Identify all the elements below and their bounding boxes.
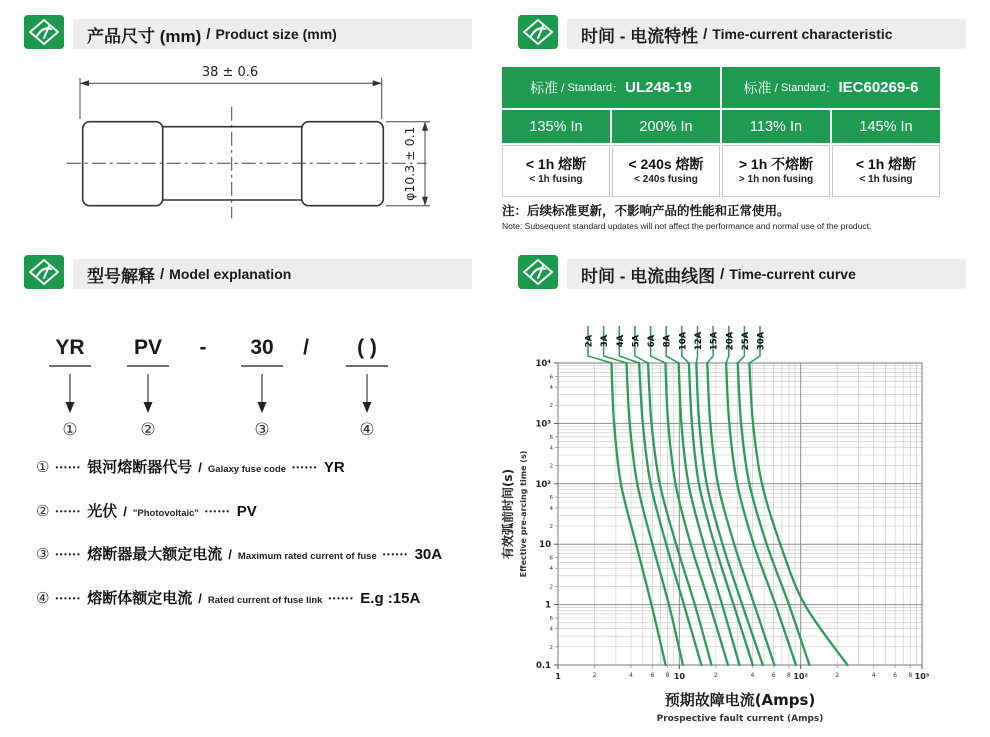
section-title-cn: 型号解释	[87, 266, 155, 286]
title-separator: /	[720, 265, 725, 283]
title-separator: /	[206, 25, 211, 43]
y-minor-tick-label: 6	[549, 434, 553, 441]
condition-cell: 135% In	[502, 110, 610, 143]
item-value: 30A	[414, 546, 443, 563]
standard-label-cn: 标准	[530, 79, 559, 96]
leader-dots: ••••••	[55, 594, 82, 603]
x-minor-tick-label: 6	[893, 672, 897, 679]
item-cn: 光伏	[87, 503, 118, 520]
curve-label: 15A	[709, 331, 720, 351]
title-separator: /	[160, 265, 165, 283]
section-header-characteristic	[518, 15, 966, 49]
x-minor-tick-label: 6	[650, 672, 655, 679]
leader-dots: ••••••	[55, 463, 82, 472]
leader-dots: ••••••	[328, 594, 355, 603]
y-minor-tick-label: 6	[549, 555, 553, 562]
item-separator: /	[123, 504, 127, 519]
result-cell	[722, 145, 830, 197]
section-title-bar	[73, 19, 472, 49]
item-en: Galaxy fuse code	[207, 464, 287, 475]
table-note	[502, 204, 972, 231]
arrow-down-icon	[258, 402, 267, 413]
galaxy-logo-icon	[24, 255, 64, 289]
y-tick-label: 10	[539, 540, 551, 551]
curve-label: 4A	[615, 334, 626, 348]
section-title-en: Model explanation	[169, 266, 292, 282]
curve-label: 2A	[584, 334, 595, 348]
result-en: > 1h non fusing	[738, 173, 814, 185]
condition-cell: 200% In	[612, 110, 720, 143]
curve-label: 30A	[756, 331, 767, 351]
y-minor-tick-label: 4	[549, 385, 553, 391]
section-header-curve	[518, 255, 966, 289]
time-current-chart	[498, 300, 988, 736]
galaxy-logo-icon	[24, 15, 64, 49]
y-minor-tick-label: 4	[549, 445, 553, 452]
result-cn: > 1h 不熔断	[738, 156, 814, 172]
arrow-right-icon	[373, 80, 382, 86]
arrow-down-icon	[144, 402, 153, 413]
title-separator: /	[703, 25, 708, 43]
curve-label: 12A	[694, 331, 704, 351]
y-minor-tick-label: 4	[549, 505, 553, 512]
section-header-product-size	[24, 15, 472, 49]
item-cn: 熔断体额定电流	[87, 590, 193, 607]
circled-number: ④	[359, 420, 375, 439]
model-code-token: PV	[133, 336, 163, 359]
y-minor-tick-label: 2	[549, 644, 553, 651]
item-cn: 熔断器最大额定电流	[87, 546, 223, 563]
y-minor-tick-label: 6	[549, 374, 553, 381]
item-marker: ④	[36, 590, 50, 607]
section-title-cn: 时间 - 电流曲线图	[581, 266, 716, 286]
curve-label: 6A	[647, 334, 658, 348]
x-tick-label: 10³	[914, 672, 930, 681]
item-separator: /	[228, 547, 232, 562]
y-minor-tick-label: 6	[549, 616, 553, 622]
arrow-down-icon	[66, 402, 75, 413]
result-cn: < 1h 熔断	[525, 156, 587, 172]
arrow-left-icon	[80, 80, 89, 86]
note-cn: 注：后续标准更新，不影响产品的性能和正常使用。	[502, 204, 790, 218]
model-code-token: /	[303, 336, 309, 359]
y-minor-tick-label: 2	[549, 524, 553, 530]
y-minor-tick-label: 2	[549, 584, 553, 591]
item-marker: ①	[36, 459, 50, 476]
y-tick-label: 10³	[535, 419, 551, 430]
section-title-bar	[73, 259, 472, 289]
circled-number: ②	[140, 420, 156, 439]
x-tick-label: 10	[673, 672, 685, 681]
item-separator: /	[198, 460, 202, 475]
y-minor-tick-label: 4	[549, 566, 553, 573]
x-minor-tick-label: 2	[835, 672, 840, 679]
x-minor-tick-label: 2	[592, 672, 597, 679]
y-tick-label: 1	[545, 600, 551, 611]
standard-value: IEC60269-6	[838, 79, 919, 96]
circled-number: ①	[62, 420, 78, 439]
result-cell	[612, 145, 720, 197]
result-en: < 1h fusing	[529, 173, 583, 185]
x-minor-tick-label: 2	[713, 672, 718, 679]
curve-label: 8A	[662, 334, 673, 348]
item-en: Maximum rated current of fuse	[237, 551, 377, 562]
item-en: "Photovoltaic"	[132, 508, 199, 519]
standard-label-en: Standard	[567, 81, 613, 94]
item-marker: ③	[36, 546, 50, 563]
leader-dots: ••••••	[55, 507, 82, 516]
curve-label: 25A	[740, 331, 751, 351]
standard-header-iec	[722, 67, 940, 108]
curve-label: 10A	[678, 331, 689, 351]
section-title-en: Product size (mm)	[215, 26, 337, 42]
chart-x-axis-label-en: Prospective fault current (Amps)	[656, 714, 824, 724]
item-value: PV	[236, 503, 257, 520]
leader-dots: ••••••	[292, 463, 318, 472]
standard-label-en: Standard	[780, 81, 826, 94]
result-cell	[502, 145, 610, 197]
result-en: < 240s fusing	[634, 173, 698, 185]
y-tick-label: 10²	[535, 479, 551, 490]
curve-label: 20A	[725, 331, 736, 351]
section-title-cn: 产品尺寸 (mm)	[87, 26, 202, 46]
curve-label: 5A	[631, 334, 642, 348]
x-minor-tick-label: 6	[771, 672, 776, 679]
note-en: Note: Subsequent standard updates will not affect the performance and normal use of the product.	[502, 221, 872, 231]
dimension-length-label: 38 ± 0.6	[201, 65, 259, 80]
standard-separator: /	[774, 80, 778, 95]
x-minor-tick-label: 4	[871, 672, 876, 679]
item-cn: 银河熔断器代号	[87, 459, 193, 476]
condition-cell: 145% In	[832, 110, 940, 143]
item-value: E.g :15A	[360, 590, 421, 607]
galaxy-logo-icon	[518, 255, 558, 289]
fuse-drawing	[30, 60, 460, 235]
chart-y-axis-label-en: Effective pre-arcing time (s)	[519, 450, 528, 578]
standard-colon: ：	[825, 82, 837, 95]
section-header-model	[24, 255, 472, 289]
curve-label: 3A	[600, 334, 611, 348]
model-item	[36, 456, 345, 477]
arrow-down-icon	[422, 197, 428, 206]
chart-y-axis-label-cn: 有效弧前时间(s)	[501, 468, 515, 560]
dimension-diameter-label: φ10.3 ± 0.1	[402, 126, 417, 201]
arrow-down-icon	[363, 402, 372, 413]
model-code-token: YR	[55, 336, 85, 359]
y-tick-label: 10⁴	[535, 359, 551, 369]
standard-header-ul	[502, 67, 720, 108]
y-minor-tick-label: 4	[549, 626, 553, 633]
x-tick-label: 10²	[793, 672, 808, 681]
x-minor-tick-label: 4	[629, 672, 633, 679]
chart-plot-area	[535, 326, 929, 681]
leader-dots: ••••••	[382, 550, 409, 559]
arrow-up-icon	[422, 122, 428, 131]
standard-label-cn: 标准	[743, 79, 772, 96]
section-title-bar	[567, 19, 966, 49]
galaxy-logo-icon	[518, 15, 558, 49]
result-cell	[832, 145, 940, 197]
standard-separator: /	[561, 80, 565, 95]
model-code-token: 30	[250, 336, 274, 359]
section-title-en: Time-current curve	[729, 266, 856, 282]
x-minor-tick-label: 8	[786, 672, 791, 679]
model-code-token: -	[199, 336, 207, 359]
result-en: < 1h fusing	[859, 173, 913, 185]
item-en: Rated current of fuse link	[207, 595, 323, 606]
curve-20A	[726, 363, 796, 665]
y-minor-tick-label: 2	[549, 463, 553, 470]
y-minor-tick-label: 6	[549, 495, 553, 502]
standard-colon: ：	[612, 82, 624, 95]
condition-cell: 113% In	[722, 110, 830, 143]
item-separator: /	[198, 591, 202, 606]
item-marker: ②	[36, 503, 50, 520]
leader-dots: ••••••	[55, 550, 82, 559]
model-code-token: ( )	[357, 336, 377, 359]
leader-dots: ••••••	[204, 507, 231, 516]
model-item	[36, 500, 257, 521]
model-item	[36, 587, 420, 608]
y-tick-label: 0.1	[535, 661, 551, 671]
section-title-bar	[567, 259, 966, 289]
section-title-cn: 时间 - 电流特性	[581, 26, 699, 46]
result-cn: < 240s 熔断	[628, 156, 704, 172]
x-minor-tick-label: 8	[665, 672, 670, 679]
circled-number: ③	[254, 420, 270, 439]
item-value: YR	[323, 459, 345, 476]
characteristic-table	[502, 67, 940, 197]
chart-x-axis-label-cn: 预期故障电流(Amps)	[664, 691, 816, 709]
x-tick-label: 1	[555, 672, 561, 681]
section-title-en: Time-current characteristic	[712, 26, 893, 42]
x-minor-tick-label: 4	[750, 672, 755, 679]
result-cn: < 1h 熔断	[855, 156, 917, 172]
x-minor-tick-label: 8	[908, 672, 913, 679]
model-item	[36, 543, 442, 564]
y-minor-tick-label: 2	[549, 403, 553, 410]
standard-value: UL248-19	[625, 79, 692, 96]
